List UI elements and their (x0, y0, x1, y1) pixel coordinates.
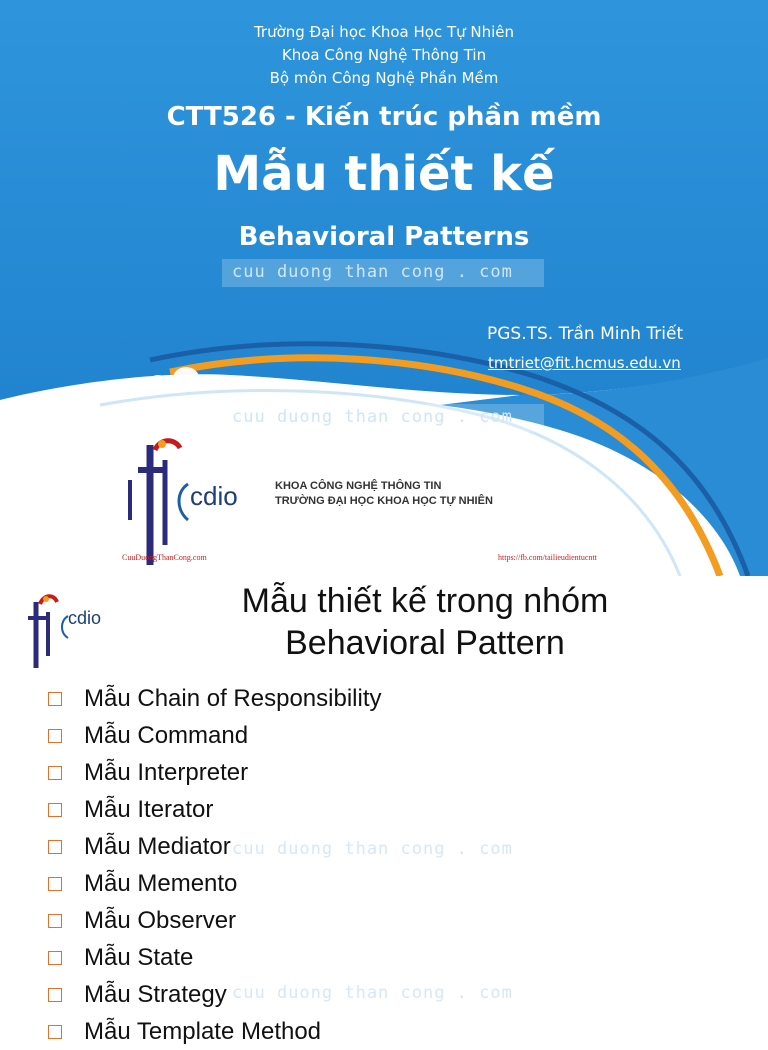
pattern-list (48, 680, 381, 1050)
list-item-label: Mẫu State (84, 943, 194, 971)
subtitle: Behavioral Patterns (238, 222, 530, 252)
slide-title-line-2: Behavioral Pattern (285, 624, 565, 662)
list-item-label: Mẫu Observer (84, 906, 237, 934)
faculty-name: KHOA CÔNG NGHỆ THÔNG TIN (275, 480, 442, 492)
checkbox-bullet-icon (48, 729, 62, 743)
watermark-4: cuu duong than cong . com (232, 983, 513, 1003)
checkbox-bullet-icon (48, 877, 62, 891)
cdio-logo-text: cdio (190, 481, 238, 511)
author-name: PGS.TS. Trần Minh Triết (487, 324, 684, 344)
list-item-label: Mẫu Command (84, 721, 249, 749)
university-name: Trường Đại học Khoa Học Tự Nhiên (253, 23, 515, 41)
fit-cdio-logo (22, 590, 122, 670)
list-item-label: Mẫu Mediator (84, 832, 231, 860)
main-title: Mẫu thiết kế (213, 146, 555, 202)
list-item-label: Mẫu Template Method (84, 1017, 322, 1045)
list-item (48, 1013, 381, 1050)
footer-right-link[interactable]: https://fb.com/tailieudientucntt (498, 553, 597, 562)
checkbox-bullet-icon (48, 692, 62, 706)
slide-title-line-1: Mẫu thiết kế trong nhóm (241, 582, 609, 620)
content-slide (0, 576, 768, 1045)
checkbox-bullet-icon (48, 766, 62, 780)
watermark-1: cuu duong than cong . com (232, 262, 513, 282)
cdio-logo-text-small: cdio (68, 608, 102, 628)
list-item-label: Mẫu Memento (84, 869, 238, 897)
list-item-label: Mẫu Chain of Responsibility (84, 684, 382, 712)
list-item (48, 717, 381, 754)
checkbox-bullet-icon (48, 914, 62, 928)
list-item (48, 976, 381, 1013)
list-item (48, 791, 381, 828)
list-item (48, 754, 381, 791)
checkbox-bullet-icon (48, 951, 62, 965)
watermark-3: cuu duong than cong . com (232, 839, 513, 859)
university-caps: TRƯỜNG ĐẠI HỌC KHOA HỌC TỰ NHIÊN (275, 495, 493, 507)
author-email-link[interactable]: tmtriet@fit.hcmus.edu.vn (488, 354, 681, 372)
checkbox-bullet-icon (48, 803, 62, 817)
department-line: Bộ môn Công Nghệ Phần Mềm (269, 69, 499, 87)
list-item (48, 828, 381, 865)
watermark-2: cuu duong than cong . com (232, 407, 513, 427)
checkbox-bullet-icon (48, 1025, 62, 1039)
list-item-label: Mẫu Interpreter (84, 758, 249, 786)
list-item (48, 902, 381, 939)
list-item-label: Mẫu Iterator (84, 795, 214, 823)
checkbox-bullet-icon (48, 988, 62, 1002)
checkbox-bullet-icon (48, 840, 62, 854)
slide-title (140, 580, 710, 664)
list-item (48, 939, 381, 976)
list-item (48, 865, 381, 902)
faculty-line: Khoa Công Nghệ Thông Tin (281, 46, 487, 64)
list-item (48, 680, 381, 717)
footer-left-link[interactable]: CuuDuongThanCong.com (122, 553, 207, 562)
faculty-block (275, 479, 493, 509)
list-item-label: Mẫu Strategy (84, 980, 227, 1008)
university-block (0, 21, 768, 90)
course-title: CTT526 - Kiến trúc phần mềm (166, 102, 602, 132)
